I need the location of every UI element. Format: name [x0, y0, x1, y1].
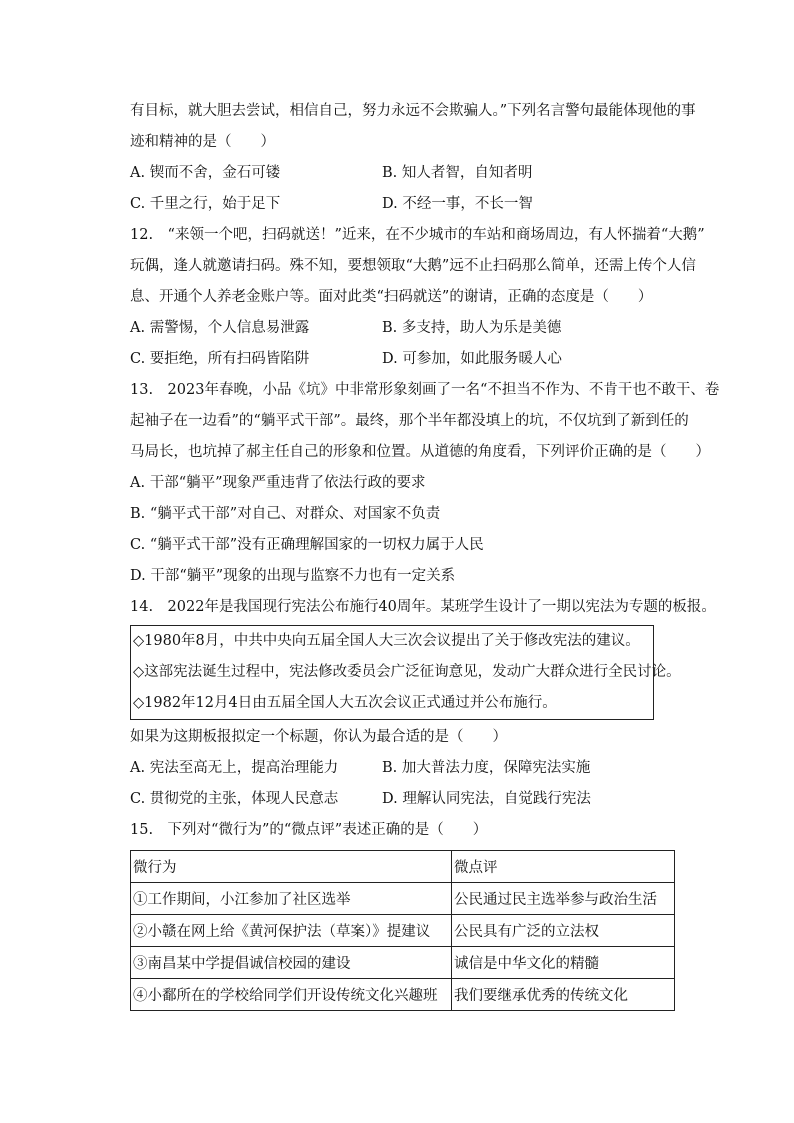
q13-stem-line2: 起袖子在一边看”的“躺平式干部”。最终，那个半年都没填上的坑，不仅坑到了新到任的 — [130, 413, 689, 429]
q14-stem-after: 如果为这期板报拟定一个标题，你认为最合适的是（ ） — [130, 729, 507, 745]
q12-option-a: A. 需警惕，个人信息易泄露 — [130, 320, 310, 336]
table-header-cell: 微点评 — [452, 851, 675, 883]
q11-option-c: C. 千里之行，始于足下 — [130, 196, 281, 212]
table-cell: ③南昌某中学提倡诚信校园的建设 — [131, 947, 452, 979]
table-cell: 诚信是中华文化的精髓 — [452, 947, 675, 979]
q13-option-b: B. “躺平式干部”对自己、对群众、对国家不负责 — [130, 506, 441, 522]
q14-stem-line1: 14. 2022年是我国现行宪法公布施行40周年。某班学生设计了一期以宪法为专题的板报。 — [130, 599, 716, 615]
q11-options-row1 — [130, 158, 690, 189]
table-header-cell: 微行为 — [131, 851, 452, 883]
table-cell: 公民通过民主选举参与政治生活 — [452, 883, 675, 915]
q15-stem-line1: 15. 下列对“微行为”的“微点评”表述正确的是（ ） — [130, 822, 488, 838]
q12-stem-line3: 息、开通个人养老金账户等。面对此类“扫码就送”的谢请，正确的态度是（ ） — [130, 289, 653, 305]
q12-options-row1 — [130, 313, 690, 344]
table-row — [131, 947, 675, 979]
q13-option-a: A. 干部“躺平”现象严重违背了依法行政的要求 — [130, 475, 426, 491]
q15-table — [130, 850, 675, 1011]
q14-bulletin-line3: ◇1982年12月4日由五届全国人大五次会议正式通过并公布施行。 — [133, 695, 557, 711]
q14-options-row1 — [130, 753, 690, 784]
q12-option-b: B. 多支持，助人为乐是美德 — [382, 320, 562, 336]
table-cell: ①工作期间，小江参加了社区选举 — [131, 883, 452, 915]
q14-options-row2 — [130, 784, 690, 815]
q14-bulletin-box — [130, 625, 681, 720]
page-content — [130, 96, 720, 1011]
q12-stem-line1: 12. “来领一个吧，扫码就送！”近来，在不少城市的车站和商场周边，有人怀揣着“大鹅” — [130, 227, 705, 243]
table-row — [131, 883, 675, 915]
q11-option-b: B. 知人者智，自知者明 — [382, 165, 533, 181]
q14-bulletin-line2: ◇这部宪法诞生过程中，宪法修改委员会广泛征询意见，发动广大群众进行全民讨论。 — [133, 664, 681, 680]
table-cell: 我们要继承优秀的传统文化 — [452, 979, 675, 1011]
table-cell: ②小赣在网上给《黄河保护法（草案）》提建议 — [131, 915, 452, 947]
q12-option-d: D. 可参加，如此服务暖人心 — [382, 351, 562, 367]
table-cell: ④小鄱所在的学校给同学们开设传统文化兴趣班 — [131, 979, 452, 1011]
q14-option-c: C. 贯彻党的主张，体现人民意志 — [130, 791, 339, 807]
q13-option-d: D. 干部“躺平”现象的出现与监察不力也有一定关系 — [130, 568, 456, 584]
q11-options-row2 — [130, 189, 690, 220]
q11-option-a: A. 锲而不舍，金石可镂 — [130, 165, 281, 181]
q14-option-a: A. 宪法至高无上，提高治理能力 — [130, 760, 339, 776]
q12-stem-line2: 玩偶，逢人就邀请扫码。殊不知，要想领取“大鹅”远不止扫码那么简单，还需上传个人信 — [130, 258, 696, 274]
q11-option-d: D. 不经一事，不长一智 — [382, 196, 533, 212]
table-header-row — [131, 851, 675, 883]
table-row — [131, 979, 675, 1011]
table-cell: 公民具有广泛的立法权 — [452, 915, 675, 947]
q11-stem-line2: 迹和精神的是（ ） — [130, 134, 275, 150]
q12-options-row2 — [130, 344, 690, 375]
q14-option-d: D. 理解认同宪法，自觉践行宪法 — [382, 791, 591, 807]
table-row — [131, 915, 675, 947]
q12-option-c: C. 要拒绝，所有扫码皆陷阱 — [130, 351, 310, 367]
q13-option-c: C. “躺平式干部”没有正确理解国家的一切权力属于人民 — [130, 537, 484, 553]
q13-stem-line3: 马局长，也坑掉了郝主任自己的形象和位置。从道德的角度看，下列评价正确的是（ ） — [130, 444, 710, 460]
q14-bulletin-line1: ◇1980年8月，中共中央向五届全国人大三次会议提出了关于修改宪法的建议。 — [133, 633, 640, 649]
q14-option-b: B. 加大普法力度，保障宪法实施 — [382, 760, 591, 776]
q11-stem-line1: 有目标，就大胆去尝试，相信自己，努力永远不会欺骗人。”下列名言警句最能体现他的事 — [130, 103, 696, 119]
q13-stem-line1: 13. 2023年春晚，小品《坑》中非常形象刻画了一名“不担当不作为、不肯干也不敢干、卷 — [130, 382, 720, 398]
